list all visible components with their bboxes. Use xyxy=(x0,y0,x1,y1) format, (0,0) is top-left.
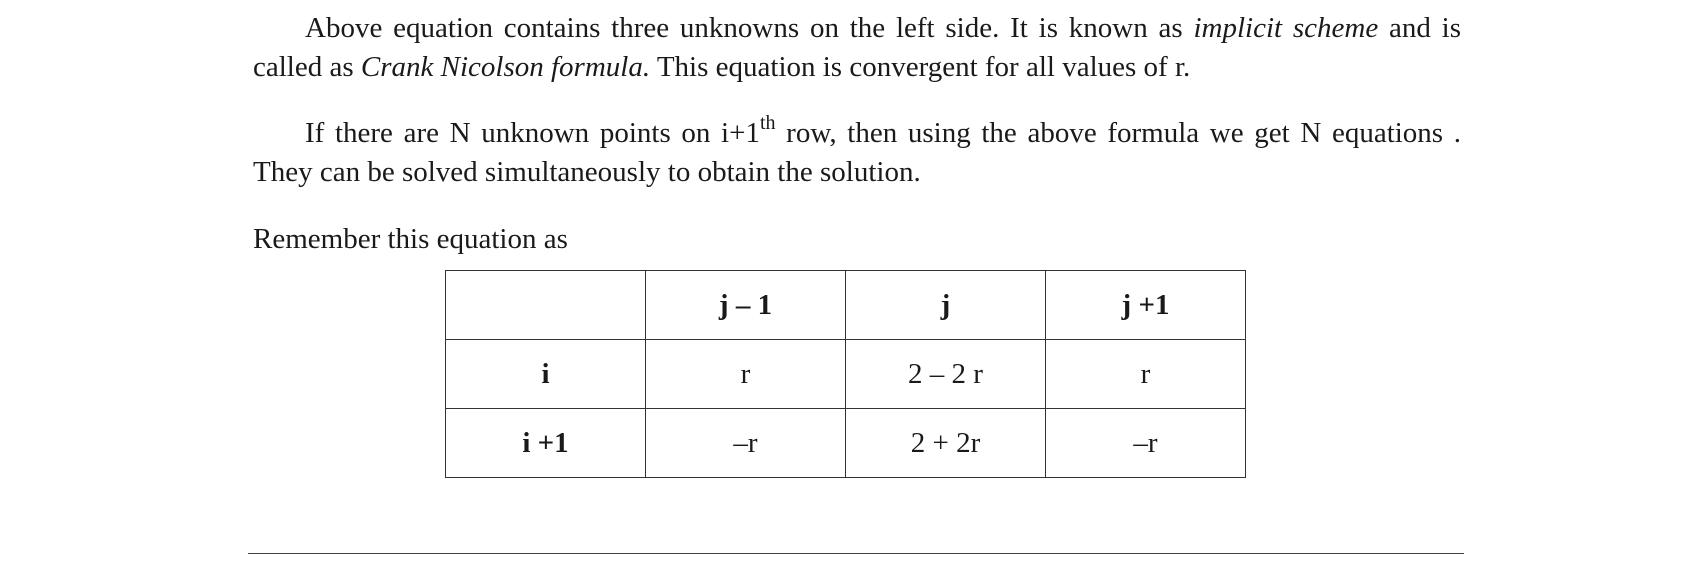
table-cell: –r xyxy=(646,409,846,478)
paragraph2-text-a: If there are N unknown points on i+1 xyxy=(305,117,760,149)
table-header-row xyxy=(446,271,1246,340)
table-cell: r xyxy=(1046,340,1246,409)
table-header-cell: j xyxy=(846,271,1046,340)
table-cell: –r xyxy=(1046,409,1246,478)
table-row-label: i +1 xyxy=(446,409,646,478)
paragraph1-text-c: This equation is convergent for all values of r. xyxy=(650,51,1191,83)
paragraph1-italic-crank-nicolson: Crank Nicolson formula. xyxy=(360,51,651,83)
paragraph1-text-b: and is called as xyxy=(253,12,1461,83)
paragraph1-italic-implicit-scheme: implicit scheme xyxy=(1193,12,1379,44)
table-header-cell: j +1 xyxy=(1046,271,1246,340)
table-header-cell: j – 1 xyxy=(646,271,846,340)
paragraph1-text-a: Above equation contains three unknowns on the left side. It is known as xyxy=(305,12,1194,44)
crank-nicolson-stencil-table xyxy=(445,270,1246,478)
paragraph2-superscript: th xyxy=(759,112,776,134)
table-row xyxy=(446,340,1246,409)
table-header-cell xyxy=(446,271,646,340)
footer-divider xyxy=(248,553,1464,554)
table-row-label: i xyxy=(446,340,646,409)
table-cell: r xyxy=(646,340,846,409)
table-cell: 2 – 2 r xyxy=(846,340,1046,409)
paragraph-implicit-scheme xyxy=(253,9,1461,87)
paragraph-n-unknown-points xyxy=(253,114,1461,192)
table-cell: 2 + 2r xyxy=(846,409,1046,478)
paragraph2-text-b: row, then using the above formula we get N equations . They can be solved simultaneously to obtain the solution. xyxy=(253,117,1461,188)
table-row xyxy=(446,409,1246,478)
paragraph-remember: Remember this equation as xyxy=(253,223,568,255)
